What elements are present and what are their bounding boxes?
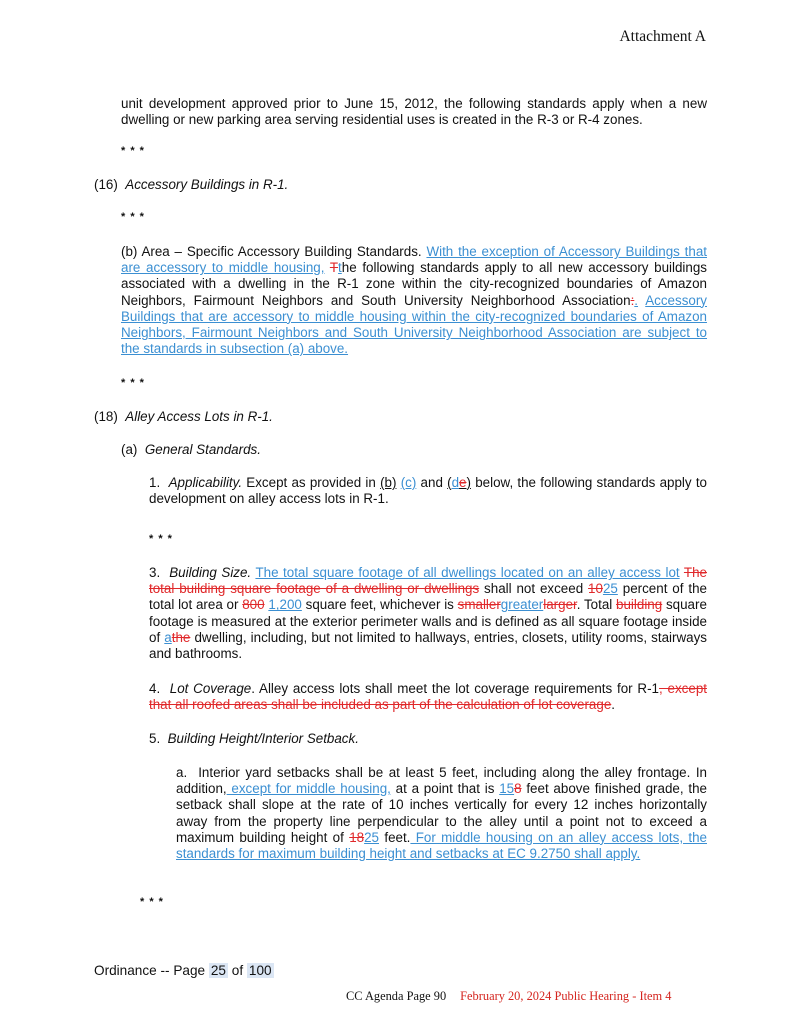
separator: * * * [121,145,145,157]
intro-paragraph: unit development approved prior to June 15, 2012, the following standards apply when a new dwelling or new parking area serving residential uses is created in the R-3 or R-4 zones. [121,96,707,128]
inserted-text: except for middle housing, [226,781,391,797]
b-lead: (b) Area – Specific Accessory Building Standards. [121,244,422,259]
item-1-text: below, the following standards apply to development on alley access lots in R-1. [149,475,707,507]
item-3-text: percent of the total lot area or [149,581,707,613]
deleted-text: 18 [349,829,365,845]
item-1-text: and [420,475,443,490]
item-5a-text: feet above finished grade, the setback shall slope at the rate of 10 inches vertically for every 12 inches horizontally away from the property line perpendicular to the alley until a point not to exceed a maximum building height of [176,781,707,845]
separator: * * * [149,533,173,545]
item-1-number: 1. [149,475,161,490]
inserted-text: d [451,475,460,490]
agenda-page: CC Agenda Page 90 [346,989,447,1003]
item-3-title: Building Size. [169,565,252,580]
inserted-text: Accessory Buildings that are accessory to middle housing within the city-recognized boundaries of Amazon Neighbors, Fairmount Neighbors and South University Neighborhood Association are subject to the standards in subsection (a) above. [121,292,707,357]
deleted-text: building [616,597,663,613]
separator: * * * [140,896,164,908]
deleted-text: 8 [514,781,522,797]
inserted-text: 25 [602,581,618,597]
item-4-lot-coverage [149,681,707,713]
item-5a-paragraph [176,765,707,862]
agenda-footer [346,988,671,1004]
deleted-text: 10 [588,581,603,597]
item-5a-text: Interior yard setbacks shall be at least 5 feet, including along the alley frontage. In addition, [176,765,707,797]
deleted-text: The total building square footage of a dwelling or dwellings [149,565,707,597]
inserted-text: 15 [499,781,515,797]
section-18-title: Alley Access Lots in R-1. [125,409,273,424]
ordinance-label: Ordinance -- Page [94,963,206,978]
separator: * * * [121,377,145,389]
item-5-heading [149,731,359,747]
inserted-text: . [634,292,639,308]
section-18-number: (18) [94,409,118,424]
inserted-text: t [338,260,342,276]
page-number: 25 [210,963,226,978]
inserted-text: 1,200 [268,597,302,613]
item-3-text: square feet, whichever is [305,597,454,613]
section-18-heading [94,409,273,425]
item-4-title: Lot Coverage [169,681,252,696]
item-3-text: . Total [576,597,613,613]
item-1-applicability [149,475,707,507]
attachment-label: Attachment A [619,28,706,45]
inserted-text: With the exception of Accessory Buildings that are accessory to middle housing, [121,244,708,276]
deleted-text: e [459,475,467,490]
item-4-text: . [611,697,615,713]
deleted-text: the [171,629,191,645]
section-16-heading [94,177,288,193]
inserted-text: greater [500,597,544,613]
section-16-number: (16) [94,177,118,192]
item-1-text: Except as provided in [246,475,376,490]
inserted-text: a [164,629,172,645]
item-3-text: square footage is measured at the exterior perimeter walls and is defined as all square footage inside of [149,597,707,645]
inserted-text: 25 [364,829,379,845]
b-body: he following standards apply to all new accessory buildings associated with a dwelling in the R-1 zone within the city-recognized boundaries of Amazon Neighbors, Fairmount Neighbors and South University Neighborhood Association [121,260,707,308]
reference-de: (de) [447,475,471,490]
item-5-number: 5. [149,731,161,746]
deleted-text: smaller [457,597,501,613]
page-total: 100 [248,963,272,978]
subsection-a-heading [121,442,261,458]
deleted-text: , except that all roofed areas shall be included as part of the calculation of lot coverage [149,681,707,713]
of-label: of [231,963,244,978]
separator: * * * [121,211,145,223]
item-3-building-size [149,565,707,662]
item-1-title: Applicability. [168,475,243,490]
item-5a-text: feet. [384,829,411,845]
subsection-a-number: (a) [121,442,138,457]
deleted-text: larger [543,597,577,613]
item-3-text: dwelling, including, but not limited to hallways, entries, closets, utility rooms, stairways and bathrooms. [149,629,707,662]
item-5-title: Building Height/Interior Setback. [167,731,359,746]
item-3-number: 3. [149,565,161,580]
inserted-text: The total square footage of all dwellings located on an alley access lot [255,565,680,580]
deleted-text: T [329,260,339,276]
subsection-a-title: General Standards. [144,442,261,457]
reference-b: (b) [380,475,397,490]
item-3-text: shall not exceed [484,581,584,597]
item-4-text: . Alley access lots shall meet the lot coverage requirements for R-1 [251,681,660,696]
item-5a-text: at a point that is [395,781,495,797]
item-5a-number: a. [176,765,188,780]
inserted-text: (c) [400,475,417,490]
section-16-b-paragraph [121,244,707,357]
item-4-number: 4. [149,681,161,696]
hearing-date: February 20, 2024 Public Hearing - Item 4 [460,989,672,1003]
deleted-text: : [630,292,635,308]
page-footer [94,963,274,979]
inserted-text: For middle housing on an alley access lots, the standards for maximum building height and setbacks at EC 9.2750 shall apply. [176,829,707,862]
deleted-text: 800 [242,597,265,613]
section-16-title: Accessory Buildings in R-1. [125,177,289,192]
